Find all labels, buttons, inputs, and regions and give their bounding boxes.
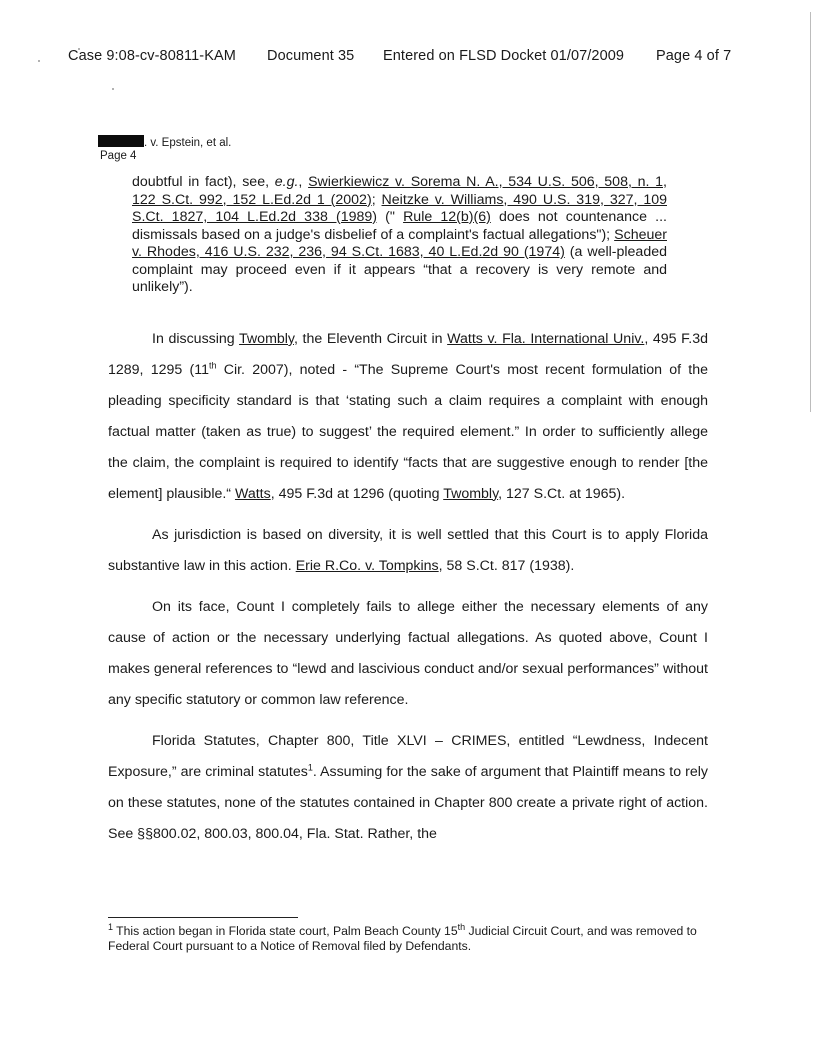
caption-page-label: Page 4	[100, 150, 137, 162]
ordinal-superscript: th	[457, 921, 466, 932]
footnote-reference: 1	[307, 762, 313, 773]
text-run: , 495 F.3d 1289, 1295 (11	[108, 331, 708, 378]
quote-italic: e.g.	[274, 174, 299, 190]
caption-parties	[100, 135, 231, 150]
docket-entry-date: Entered on FLSD Docket 01/07/2009	[383, 48, 625, 64]
text-run: Judicial Circuit Court, and was removed to Federal Court pursuant to a Notice of Removal filed by Defendants.	[108, 924, 697, 953]
citation-scheuer: Scheuer v. Rhodes, 416 U.S. 232, 236, 94 S.Ct. 1683, 40 L.Ed.2d 90 (1974)	[132, 226, 667, 260]
paragraph-twombly	[108, 324, 708, 509]
citation-rule-12b6: Rule 12(b)(6)	[403, 209, 491, 225]
caption-parties-text: . v. Epstein, et al.	[144, 137, 232, 149]
citation-twombly: Twombly	[443, 485, 499, 502]
case-caption	[100, 135, 231, 163]
quote-text: doubtful in fact), see,	[132, 174, 275, 190]
page-count: Page 4 of 7	[656, 48, 732, 64]
text-run: , 127 S.Ct. at 1965).	[498, 485, 626, 502]
text-run: In discussing	[152, 331, 240, 347]
footnote-number: 1	[108, 921, 114, 932]
paragraph-jurisdiction	[108, 520, 708, 582]
text-run: As jurisdiction is based on diversity, it is well settled that this Court is to apply Florida substantive law in this action.	[108, 526, 708, 574]
quote-text: ,	[298, 174, 309, 190]
block-quote	[132, 174, 667, 297]
paragraph-count-one: On its face, Count I completely fails to allege either the necessary elements of any cause of action or the necessary underlying factual allegations. As quoted above, Count I makes general references to “lewd and lascivious conduct and/or sexual performances” without any specific statutory or common law reference.	[108, 599, 708, 708]
document-number: Document 35	[267, 48, 355, 64]
text-run: , the Eleventh Circuit in	[293, 331, 448, 347]
quote-text: (a well-pleaded complaint may proceed even if it appears “that a recovery is very remote and unlikely”).	[132, 244, 667, 295]
paragraph-chapter-800	[108, 726, 708, 850]
case-number: Case 9:08-cv-80811-KAM	[68, 48, 236, 64]
text-run: This action began in Florida state court, Palm Beach County 15	[113, 924, 458, 938]
citation-erie: Erie R.Co. v. Tompkins	[295, 557, 439, 574]
citation-twombly: Twombly	[239, 331, 294, 347]
footnote	[108, 921, 708, 954]
text-run: , 495 F.3d at 1296 (quoting	[270, 485, 444, 502]
citation-swierkiewicz: Swierkiewicz v. Sorema N. A., 534 U.S. 506, 508, n. 1, 122 S.Ct. 992, 152 L.Ed.2d 1 (2002)	[132, 174, 668, 208]
ordinal-superscript: th	[208, 360, 217, 371]
scan-edge-line	[810, 12, 811, 412]
citation-neitzke: Neitzke v. Williams, 490 U.S. 319, 327, 109 S.Ct. 1827, 104 L.Ed.2d 338 (1989)	[132, 191, 667, 225]
text-run: , 58 S.Ct. 817 (1938).	[438, 557, 575, 574]
text-run: . Assuming for the sake of argument that Plaintiff means to rely on these statutes, none of the statutes contained in Chapter 800 create a private right of action. See §§800.02, 800.03, 800.04, Fla. Stat. Rather, the	[108, 764, 708, 843]
citation-watts-full: Watts v. Fla. International Univ.	[447, 331, 645, 347]
text-run: Cir. 2007), noted - “The Supreme Court's most recent formulation of the pleading specificity standard is that ‘stating such a claim requires a complaint with enough factual matter (taken as true) to suggest’ the required element.” In order to sufficiently allege the claim, the complaint is required to identify “facts that are suggestive enough to render [the element] plausible.“	[108, 361, 709, 502]
citation-watts: Watts	[234, 485, 271, 502]
quote-text: ;	[371, 191, 382, 208]
quote-text: does not countenance ... dismissals based on a judge's disbelief of a complaint's factual allegations");	[132, 209, 667, 243]
quote-paragraph	[132, 174, 667, 297]
quote-text: ("	[377, 209, 404, 225]
redaction-block	[98, 135, 144, 147]
text-run: Florida Statutes, Chapter 800, Title XLVI – CRIMES, entitled “Lewdness, Indecent Exposure,” are criminal statutes	[108, 733, 708, 781]
scan-speck	[112, 88, 114, 90]
scan-speck	[38, 60, 40, 62]
body-text	[108, 324, 708, 861]
footnote-separator	[108, 917, 298, 918]
